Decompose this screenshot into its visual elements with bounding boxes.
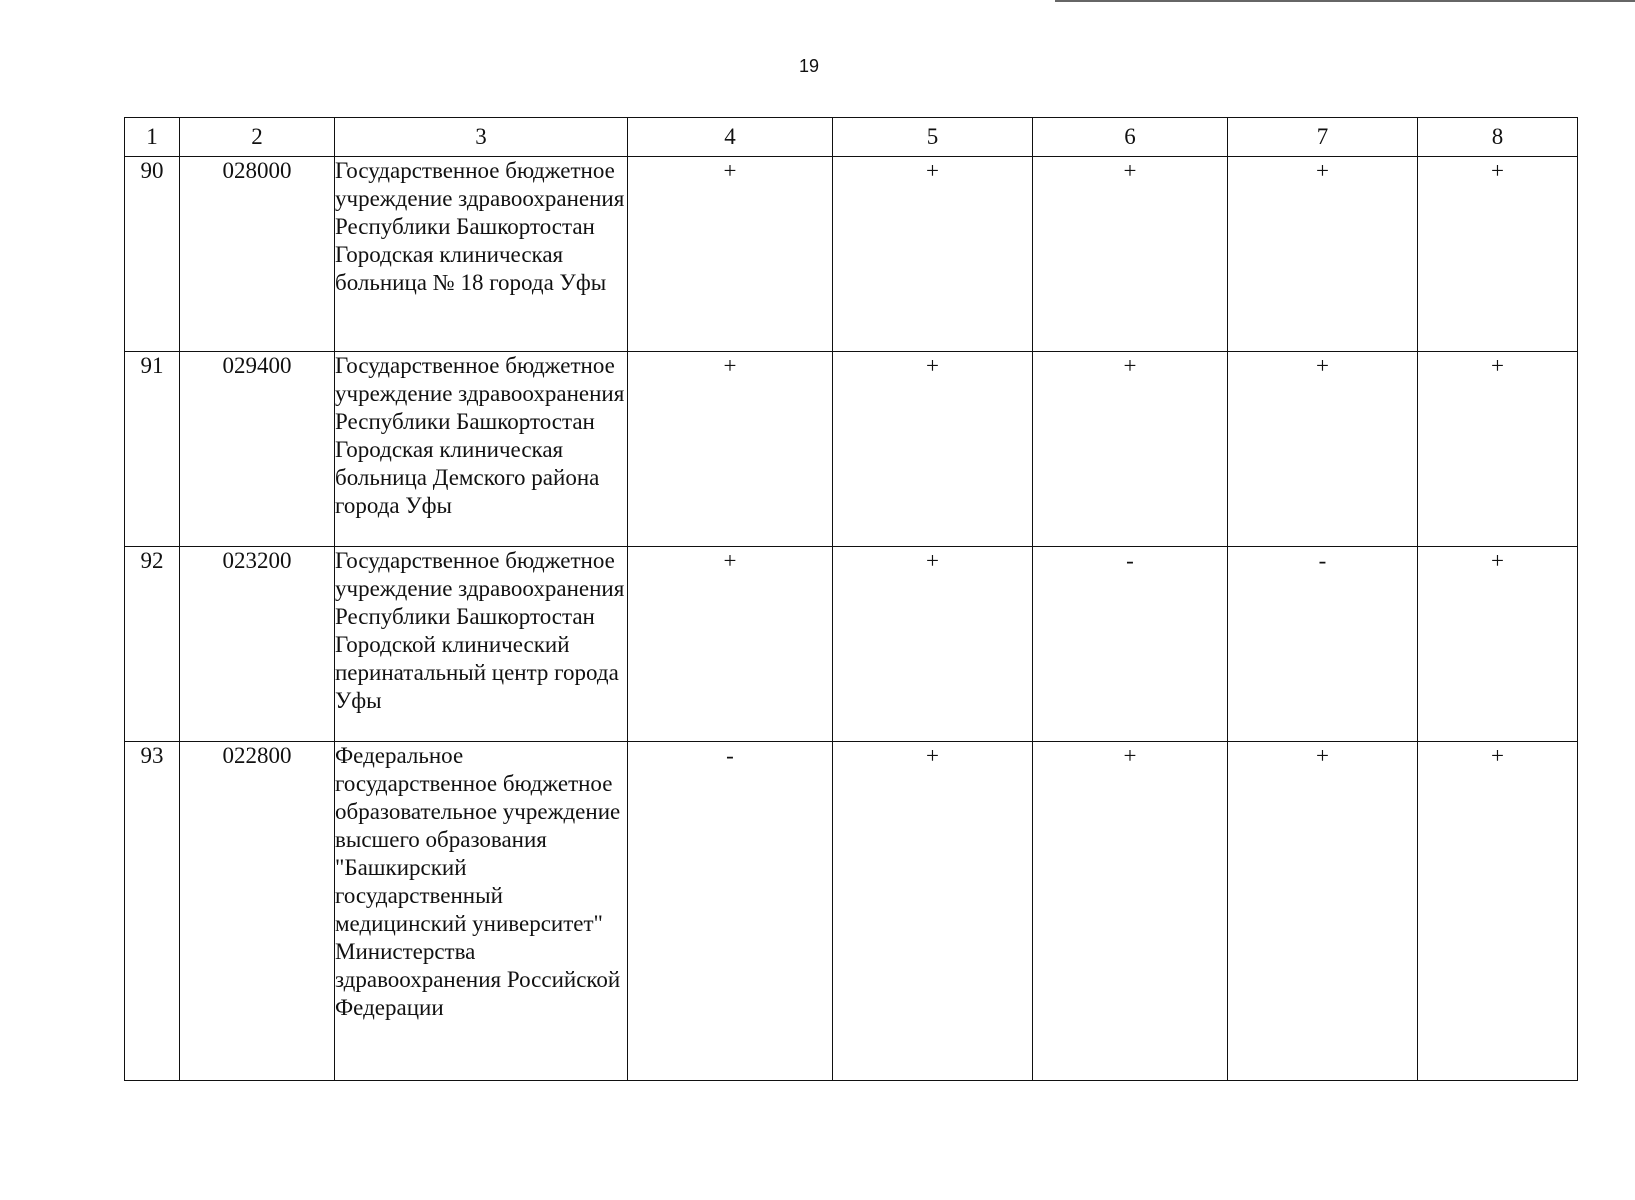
row-code: 022800 xyxy=(180,742,335,1081)
row-mark-col7: + xyxy=(1228,742,1418,1081)
row-code: 028000 xyxy=(180,157,335,352)
page-number: 19 xyxy=(798,56,820,76)
row-organization-name: Федеральное государственное бюджетное образовательное учреждение высшего образования "Башкирский государственный медицинский университет" Министерства здравоохранения Российской Федерации xyxy=(335,742,628,1081)
row-organization-name: Государственное бюджетное учреждение здравоохранения Республики Башкортостан Городская клиническая больница Демского района города Уфы xyxy=(335,352,628,547)
data-table xyxy=(124,117,1578,1081)
row-mark-col6: + xyxy=(1033,352,1228,547)
row-number: 91 xyxy=(125,352,180,547)
row-number: 90 xyxy=(125,157,180,352)
header-cell-4: 4 xyxy=(628,118,833,157)
row-mark-col7: + xyxy=(1228,157,1418,352)
header-cell-8: 8 xyxy=(1418,118,1578,157)
row-mark-col7: + xyxy=(1228,352,1418,547)
row-mark-col4: - xyxy=(628,742,833,1081)
header-row xyxy=(125,118,1578,157)
top-border-line xyxy=(1055,0,1635,2)
header-cell-2: 2 xyxy=(180,118,335,157)
table-row xyxy=(125,352,1578,547)
row-number: 93 xyxy=(125,742,180,1081)
row-mark-col5: + xyxy=(833,352,1033,547)
row-mark-col6: + xyxy=(1033,157,1228,352)
header-cell-1: 1 xyxy=(125,118,180,157)
row-organization-name: Государственное бюджетное учреждение здравоохранения Республики Башкортостан Городская клиническая больница № 18 города Уфы xyxy=(335,157,628,352)
row-mark-col8: + xyxy=(1418,352,1578,547)
row-mark-col8: + xyxy=(1418,547,1578,742)
row-code: 023200 xyxy=(180,547,335,742)
header-cell-5: 5 xyxy=(833,118,1033,157)
row-mark-col6: - xyxy=(1033,547,1228,742)
row-organization-name: Государственное бюджетное учреждение здравоохранения Республики Башкортостан Городской клинический перинатальный центр города Уфы xyxy=(335,547,628,742)
row-mark-col4: + xyxy=(628,352,833,547)
table-row xyxy=(125,547,1578,742)
row-mark-col6: + xyxy=(1033,742,1228,1081)
header-cell-6: 6 xyxy=(1033,118,1228,157)
row-code: 029400 xyxy=(180,352,335,547)
row-mark-col5: + xyxy=(833,742,1033,1081)
table-row xyxy=(125,742,1578,1081)
header-cell-7: 7 xyxy=(1228,118,1418,157)
row-mark-col4: + xyxy=(628,157,833,352)
table-row xyxy=(125,157,1578,352)
header-cell-3: 3 xyxy=(335,118,628,157)
row-number: 92 xyxy=(125,547,180,742)
row-mark-col7: - xyxy=(1228,547,1418,742)
row-mark-col8: + xyxy=(1418,157,1578,352)
row-mark-col4: + xyxy=(628,547,833,742)
row-mark-col5: + xyxy=(833,547,1033,742)
row-mark-col8: + xyxy=(1418,742,1578,1081)
row-mark-col5: + xyxy=(833,157,1033,352)
